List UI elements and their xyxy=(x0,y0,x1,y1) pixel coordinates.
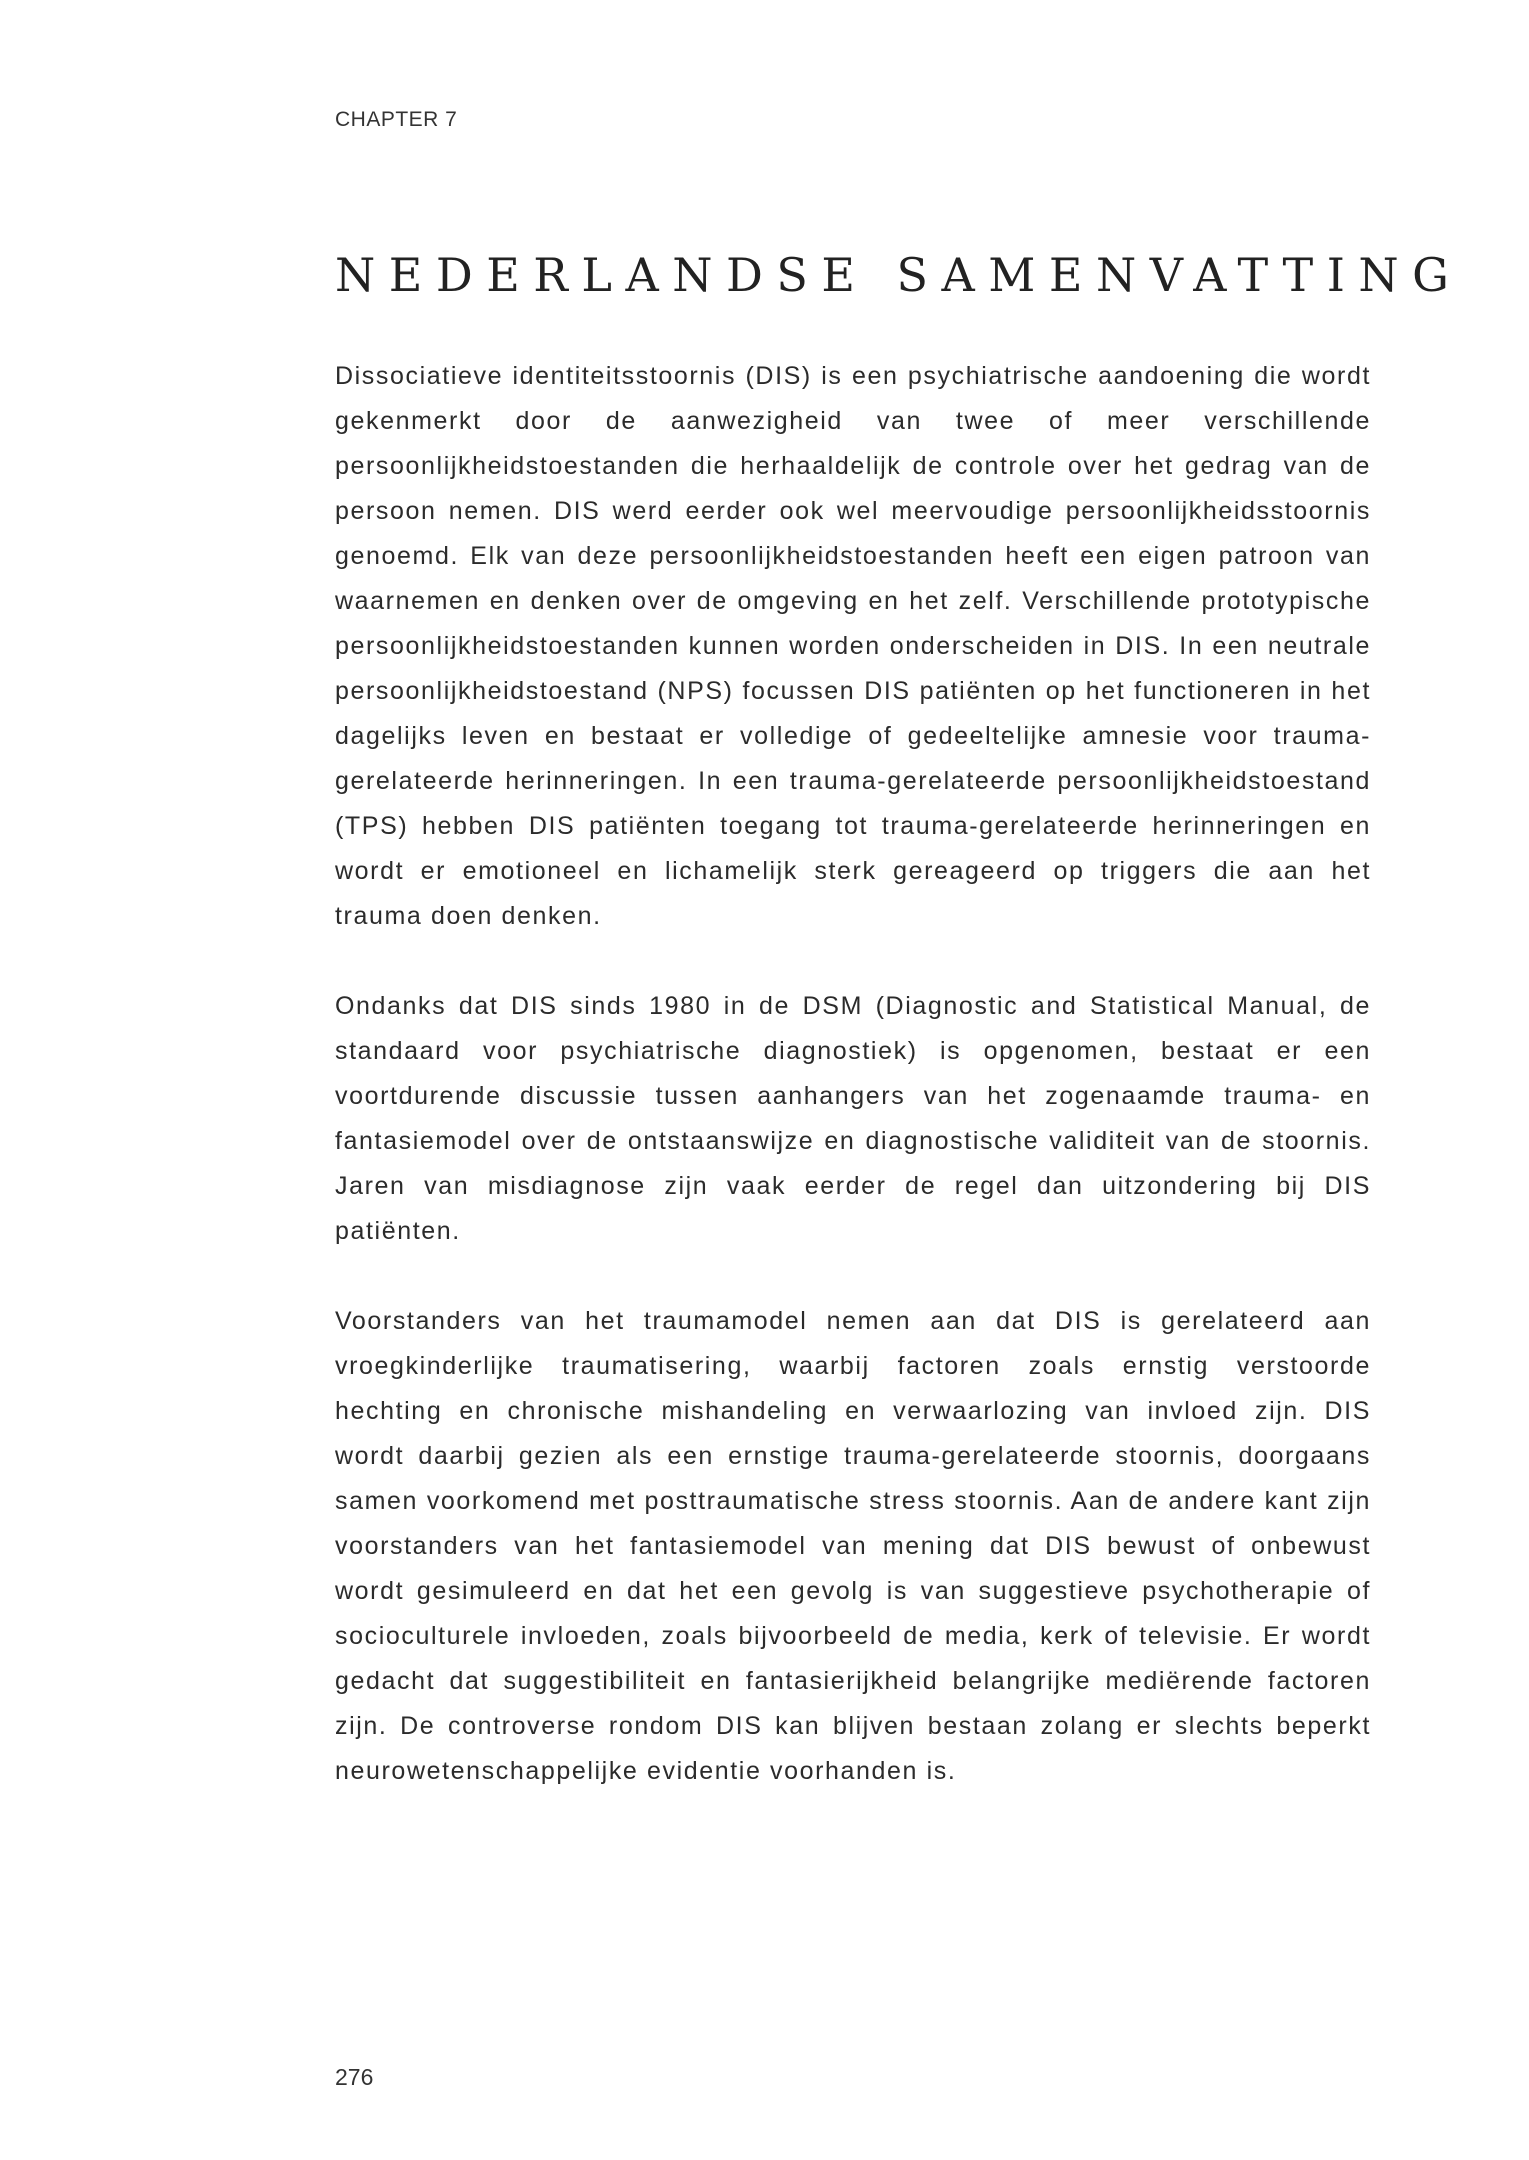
page-number: 276 xyxy=(335,2064,374,2090)
body-text xyxy=(335,354,1371,1839)
paragraph: Voorstanders van het traumamodel nemen aan dat DIS is gerelateerd aan vroegkinderlijke traumatisering, waarbij factoren zoals ernstig verstoorde hechting en chronische mishandeling en verwaarlozing van invloed zijn. DIS wordt daarbij gezien als een ernstige trauma-gerelateerde stoornis, doorgaans samen voorkomend met posttraumatische stress stoornis. Aan de andere kant zijn voorstanders van het fantasiemodel van mening dat DIS bewust of onbewust wordt gesimuleerd en dat het een gevolg is van suggestieve psychotherapie of socioculturele invloeden, zoals bijvoorbeeld de media, kerk of televisie. Er wordt gedacht dat suggestibiliteit en fantasierijkheid belangrijke mediërende factoren zijn. De controverse rondom DIS kan blijven bestaan zolang er slechts beperkt neurowetenschappelijke evidentie voorhanden is. xyxy=(335,1307,1371,1785)
paragraph: Dissociatieve identiteitsstoornis (DIS) is een psychiatrische aandoening die wordt gekenmerkt door de aanwezigheid van twee of meer verschillende persoonlijkheidstoestanden die herhaaldelijk de controle over het gedrag van de persoon nemen. DIS werd eerder ook wel meervoudige persoonlijkheidsstoornis genoemd. Elk van deze persoonlijkheidstoestanden heeft een eigen patroon van waarnemen en denken over de omgeving en het zelf. Verschillende prototypische persoonlijkheidstoestanden kunnen worden onderscheiden in DIS. In een neutrale persoonlijkheidstoestand (NPS) focussen DIS patiënten op het functioneren in het dagelijks leven en bestaat er volledige of gedeeltelijke amnesie voor trauma-gerelateerde herinneringen. In een trauma-gerelateerde persoonlijkheidstoestand (TPS) hebben DIS patiënten toegang tot trauma-gerelateerde herinneringen en wordt er emotioneel en lichamelijk sterk gereageerd op triggers die aan het trauma doen denken. xyxy=(335,362,1371,930)
paragraph: Ondanks dat DIS sinds 1980 in de DSM (Diagnostic and Statistical Manual, de standaard voor psychiatrische diagnostiek) is opgenomen, bestaat er een voortdurende discussie tussen aanhangers van het zogenaamde trauma- en fantasiemodel over de ontstaanswijze en diagnostische validiteit van de stoornis. Jaren van misdiagnose zijn vaak eerder de regel dan uitzondering bij DIS patiënten. xyxy=(335,992,1371,1245)
running-head: CHAPTER 7 xyxy=(335,108,458,131)
page-title: NEDERLANDSE SAMENVATTING xyxy=(335,248,1463,302)
